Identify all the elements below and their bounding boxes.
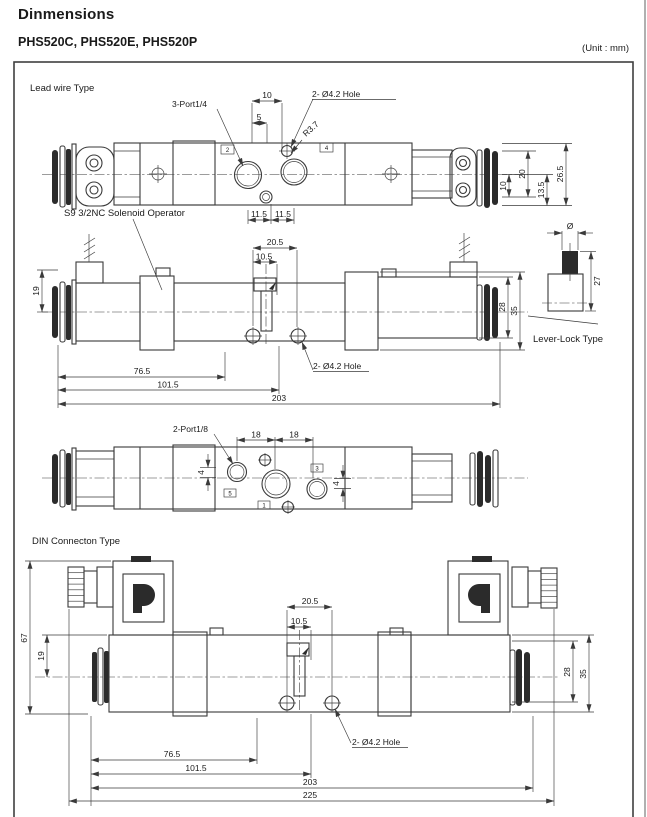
- lead-wire-side-view: [31, 233, 528, 408]
- din-connector-view: [19, 536, 594, 806]
- dim-4-left: 4: [196, 470, 206, 475]
- hole-label-side: 2- Ø4.2 Hole: [313, 361, 362, 371]
- page-title: Dinmensions: [18, 6, 115, 23]
- dim-20-5-din: 20.5: [301, 596, 319, 606]
- dim-18-right: 18: [289, 429, 299, 440]
- port-marker-4: 4: [324, 146, 329, 152]
- dim-76-5-din: 76.5: [163, 749, 181, 759]
- dim-11-5-left: 11.5: [251, 209, 267, 219]
- port-marker-1: 1: [262, 503, 266, 510]
- dim-10-5-side: 10.5: [255, 251, 273, 262]
- brand-logo-left: [133, 584, 155, 613]
- dim-4-right: 4: [331, 481, 341, 486]
- dim-v20: 20: [517, 169, 527, 179]
- lead-wire-top-view: [30, 83, 572, 290]
- dim-v26-5: 26.5: [555, 165, 565, 183]
- port-marker-5: 5: [228, 491, 232, 498]
- dim-18-left: 18: [251, 429, 261, 440]
- radius-label: R3.7: [300, 119, 321, 139]
- port-eighth-label: 2-Port1/8: [173, 424, 208, 434]
- dim-19-side: 19: [31, 286, 41, 296]
- dim-10-top: 10: [262, 90, 272, 100]
- dim-5-top: 5: [256, 112, 262, 122]
- dim-27-lever: 27: [592, 276, 602, 286]
- din-type-label: DIN Connecton Type: [32, 536, 121, 547]
- dim-35-side: 35: [509, 306, 519, 316]
- dim-203-din: 203: [302, 777, 318, 787]
- dim-19-din: 19: [36, 651, 46, 661]
- dim-35-din: 35: [578, 669, 588, 679]
- dim-28-side: 28: [497, 302, 507, 312]
- lead-wire-type-label: Lead wire Type: [30, 83, 95, 94]
- hole-label-din: 2- Ø4.2 Hole: [352, 737, 401, 747]
- dim-28-din: 28: [562, 667, 572, 677]
- unit-note: (Unit : mm): [582, 43, 629, 54]
- hole-label-top: 2- Ø4.2 Hole: [312, 89, 361, 99]
- dim-225-din: 225: [302, 790, 318, 800]
- brand-logo-right: [468, 584, 490, 613]
- port-quarter-label: 3-Port1/4: [172, 99, 207, 109]
- dim-76-5-side: 76.5: [133, 366, 151, 376]
- dim-10-5-din: 10.5: [290, 616, 308, 626]
- dim-101-5-side: 101.5: [157, 379, 179, 390]
- dim-v13-5: 13.5: [536, 181, 546, 199]
- page-edge-shadow: [644, 0, 646, 817]
- dim-20-5-side: 20.5: [266, 237, 284, 247]
- dim-v10: 10: [498, 181, 508, 191]
- dim-67-din: 67: [19, 633, 29, 643]
- dim-11-5-right: 11.5: [275, 209, 291, 219]
- port-marker-3: 3: [315, 466, 319, 473]
- port-marker-2: 2: [225, 148, 230, 154]
- solenoid-operator-label: S9 3/2NC Solenoid Operator: [64, 208, 185, 219]
- lever-lock-inset: [528, 221, 603, 345]
- dim-101-5-din: 101.5: [185, 763, 207, 773]
- dim-dia-lever: Ø: [566, 221, 574, 231]
- drawing-frame: [14, 62, 633, 817]
- dim-203-side: 203: [271, 393, 287, 403]
- lead-wire-bottom-view: [42, 424, 528, 514]
- lever-lock-type-label: Lever-Lock Type: [533, 334, 604, 345]
- model-numbers: PHS520C, PHS520E, PHS520P: [18, 35, 198, 49]
